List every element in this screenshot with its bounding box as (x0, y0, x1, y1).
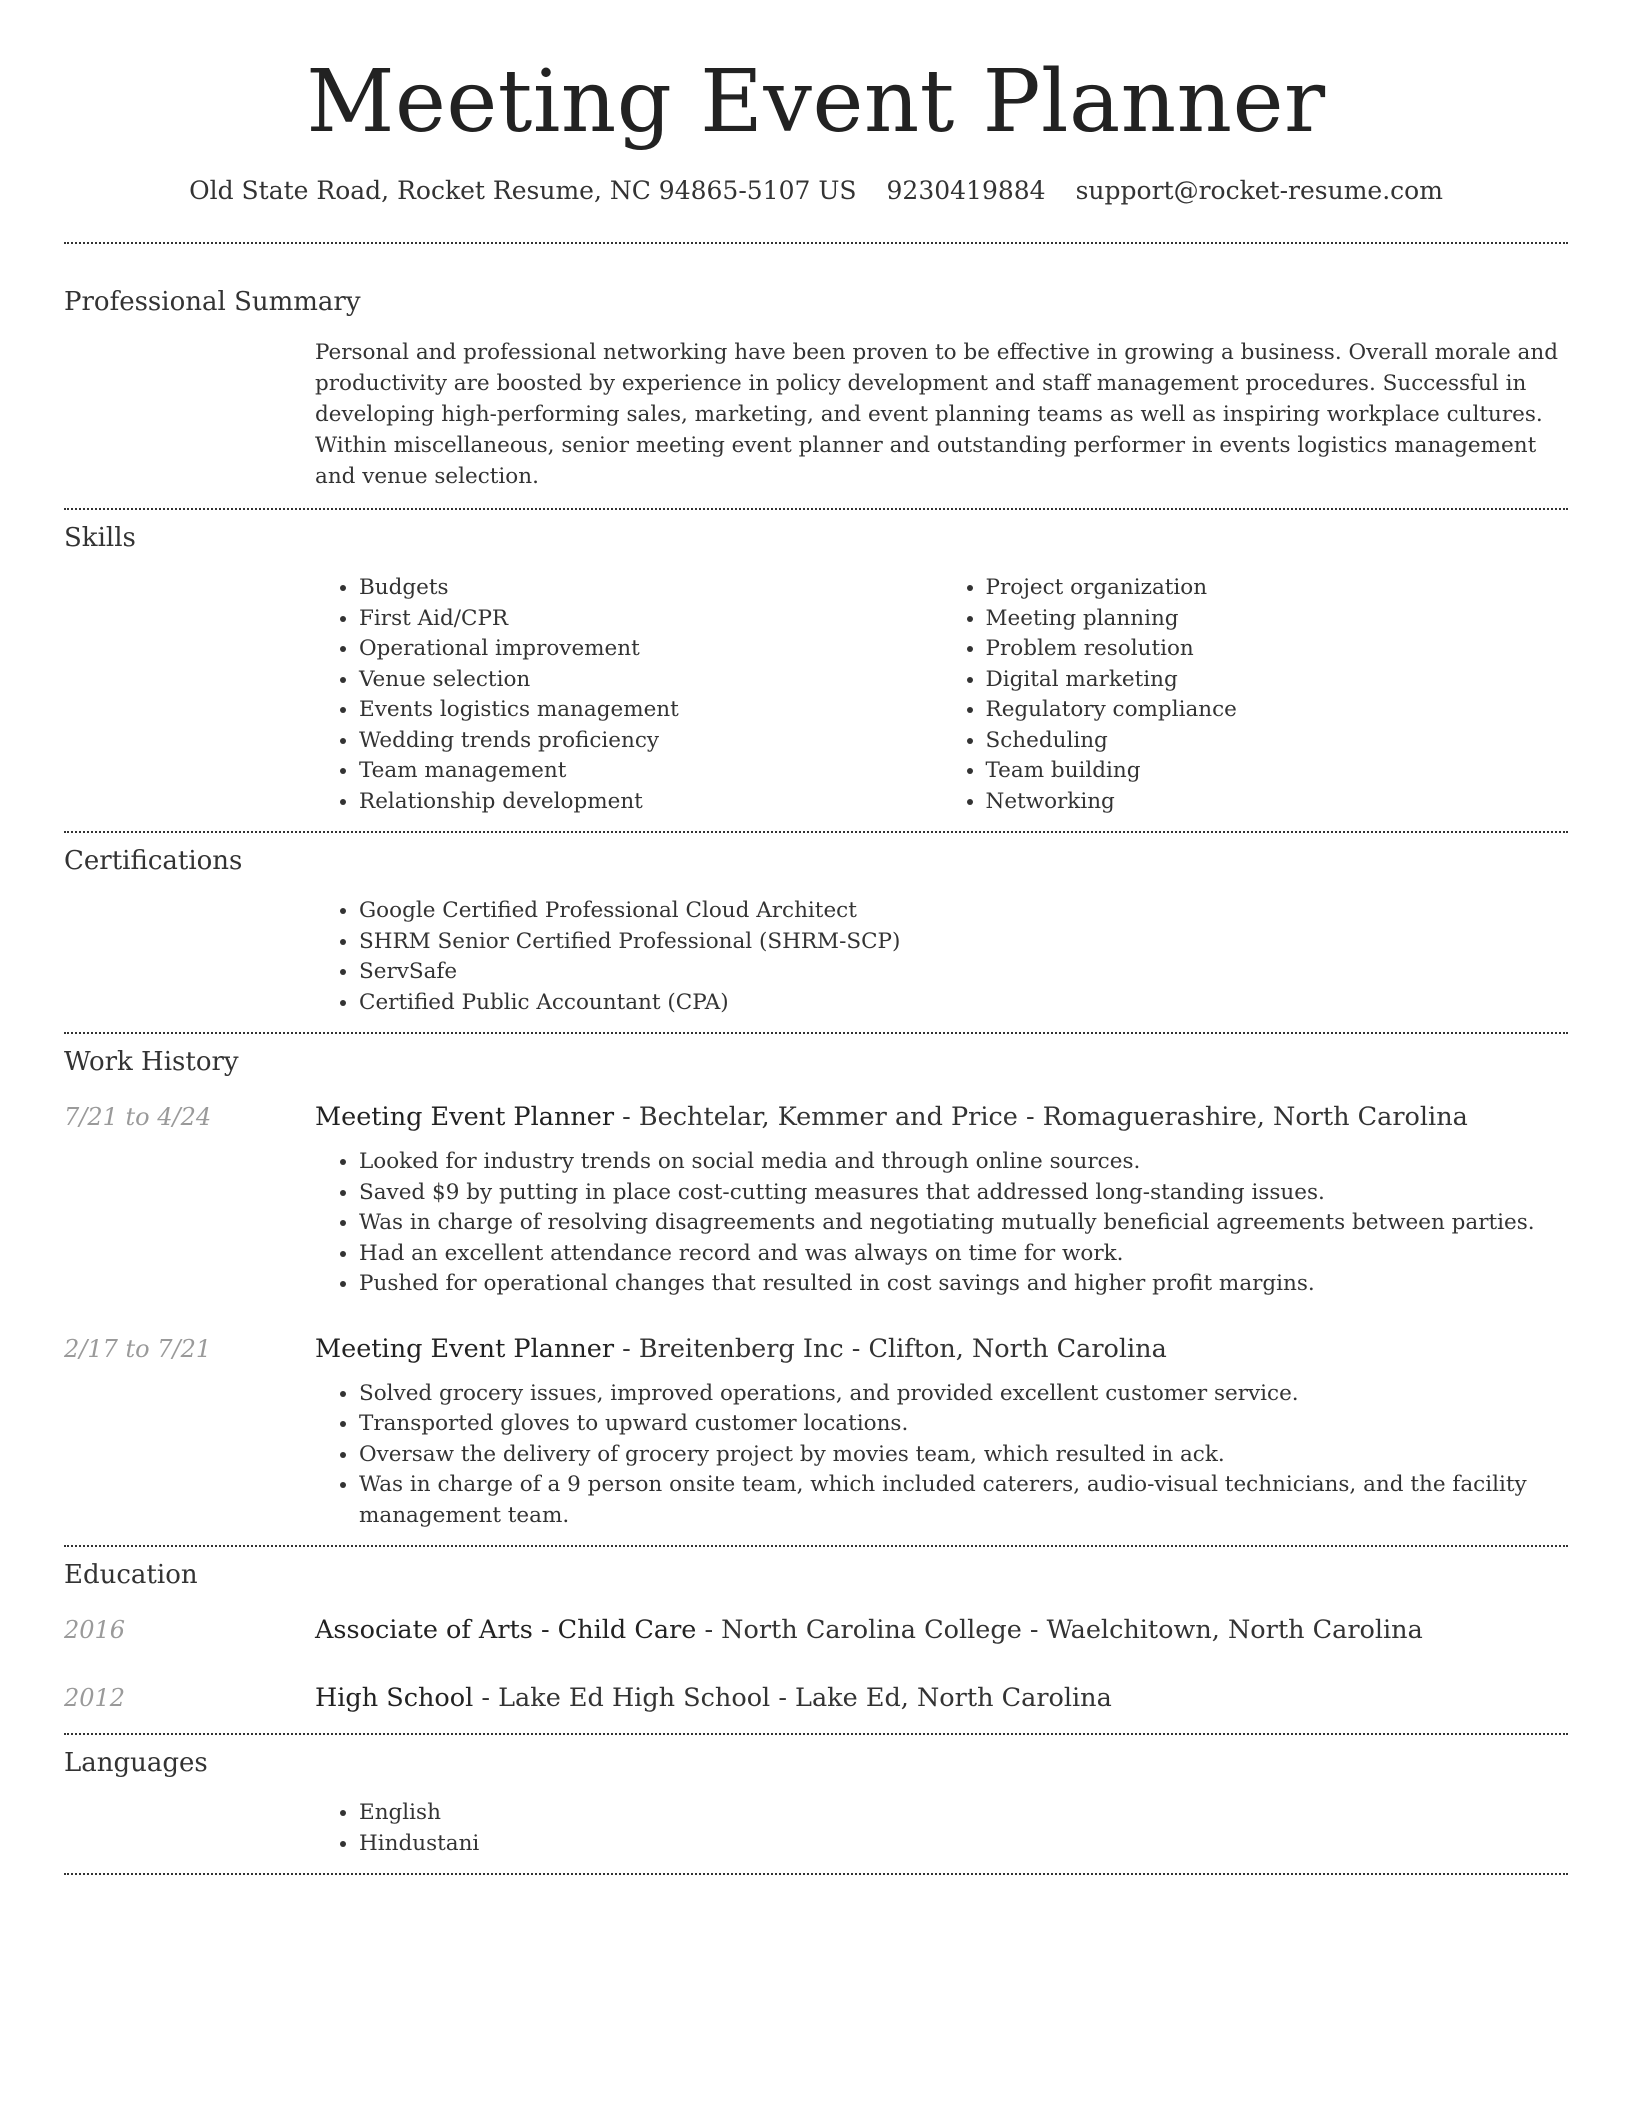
skill-item: • Scheduling (986, 726, 1569, 757)
section-title-summary: Professional Summary (64, 287, 361, 317)
job-bullet: • Transported gloves to upward customer locations. (359, 1409, 1568, 1440)
skill-item: • Meeting planning (986, 604, 1569, 635)
divider (64, 1032, 1568, 1034)
job-bullet: • Was in charge of resolving disagreements and negotiating mutually beneficial agreements between parties. (359, 1208, 1568, 1239)
job-role: Meeting Event Planner (315, 1333, 615, 1364)
education-school: - Lake Ed High School - Lake Ed, North Carolina (473, 1683, 1112, 1713)
skill-item: • Relationship development (359, 787, 942, 818)
skill-item: • Team management (359, 756, 942, 787)
skill-item: • Project organization (986, 573, 1569, 604)
skill-item: • Team building (986, 756, 1569, 787)
certification-item: • SHRM Senior Certified Professional (SHRM-SCP) (359, 927, 1568, 958)
phone: 9230419884 (886, 176, 1046, 205)
resume-name: Meeting Event Planner (306, 52, 1326, 152)
language-item: • Hindustani (359, 1829, 1568, 1860)
divider (64, 831, 1568, 833)
education-entry (64, 1613, 1568, 1647)
job-entry (64, 1100, 1568, 1134)
job-bullets (315, 1147, 1568, 1300)
skill-item: • Wedding trends proficiency (359, 726, 942, 757)
job-title-line (315, 1100, 1468, 1134)
skills-list (315, 573, 1568, 817)
divider (64, 1545, 1568, 1547)
skill-item: • Operational improvement (359, 634, 942, 665)
job-employer: - Breitenberg Inc - Clifton, North Carolina (614, 1333, 1167, 1364)
education-degree: High School (315, 1683, 474, 1713)
contact-line (64, 174, 1568, 208)
skill-item: • Regulatory compliance (986, 695, 1569, 726)
language-item: • English (359, 1798, 1568, 1829)
email: support@rocket-resume.com (1075, 176, 1443, 205)
job-bullet: • Was in charge of a 9 person onsite team, which included caterers, audio-visual technicians, and the facility management team. (359, 1470, 1568, 1531)
job-role: Meeting Event Planner (315, 1102, 615, 1132)
education-degree: Associate of Arts - Child Care (315, 1615, 697, 1645)
education-school: - North Carolina College - Waelchitown, North Carolina (696, 1615, 1423, 1645)
job-dates: 7/21 to 4/24 (64, 1103, 212, 1131)
job-entry (64, 1332, 1568, 1366)
divider (64, 1873, 1568, 1875)
address: Old State Road, Rocket Resume, NC 94865-5107 US (189, 176, 857, 205)
education-title-line (315, 1681, 1112, 1715)
job-bullet: • Solved grocery issues, improved operations, and provided excellent customer service. (359, 1379, 1568, 1410)
skill-item: • Events logistics management (359, 695, 942, 726)
job-bullets (315, 1379, 1568, 1532)
skill-item: • Digital marketing (986, 665, 1569, 696)
section-title-skills: Skills (64, 523, 136, 553)
section-title-work: Work History (64, 1047, 239, 1077)
job-bullet: • Had an excellent attendance record and was always on time for work. (359, 1239, 1568, 1270)
skill-item: • Networking (986, 787, 1569, 818)
job-bullet: • Saved $9 by putting in place cost-cutting measures that addressed long-standing issues. (359, 1178, 1568, 1209)
certifications-list (315, 896, 1568, 1018)
skills-column-left (315, 573, 942, 817)
skill-item: • Problem resolution (986, 634, 1569, 665)
skills-column-right (942, 573, 1569, 817)
job-bullet: • Pushed for operational changes that resulted in cost savings and higher profit margins. (359, 1269, 1568, 1300)
education-year: 2016 (64, 1616, 126, 1644)
job-employer: - Bechtelar, Kemmer and Price - Romaguerashire, North Carolina (614, 1102, 1468, 1132)
section-title-languages: Languages (64, 1748, 208, 1778)
certification-item: • Google Certified Professional Cloud Architect (359, 896, 1568, 927)
section-title-certifications: Certifications (64, 846, 243, 876)
skill-item: • Venue selection (359, 665, 942, 696)
job-dates: 2/17 to 7/21 (64, 1334, 212, 1363)
skill-item: • Budgets (359, 573, 942, 604)
job-bullet: • Looked for industry trends on social media and through online sources. (359, 1147, 1568, 1178)
divider (64, 1733, 1568, 1735)
summary-text: Personal and professional networking have been proven to be effective in growing a business. Overall morale and productivity are boosted by experience in policy development and staff management procedures. Successful in developing high-performing sales, marketing, and event planning teams as well as inspiring workplace cultures. Within miscellaneous, senior meeting event planner and outstanding performer in events logistics management and venue selection. (315, 340, 1558, 489)
resume-page (64, 0, 1568, 1875)
job-title-line (315, 1332, 1167, 1366)
certification-item: • Certified Public Accountant (CPA) (359, 988, 1568, 1019)
languages-list (315, 1798, 1568, 1859)
education-year: 2012 (64, 1684, 126, 1712)
education-title-line (315, 1613, 1423, 1647)
section-title-education: Education (64, 1560, 198, 1590)
job-bullet: • Oversaw the delivery of grocery project by movies team, which resulted in ack. (359, 1440, 1568, 1471)
certification-item: • ServSafe (359, 957, 1568, 988)
education-entry (64, 1681, 1568, 1715)
divider (64, 508, 1568, 510)
skill-item: • First Aid/CPR (359, 604, 942, 635)
divider (64, 242, 1568, 244)
